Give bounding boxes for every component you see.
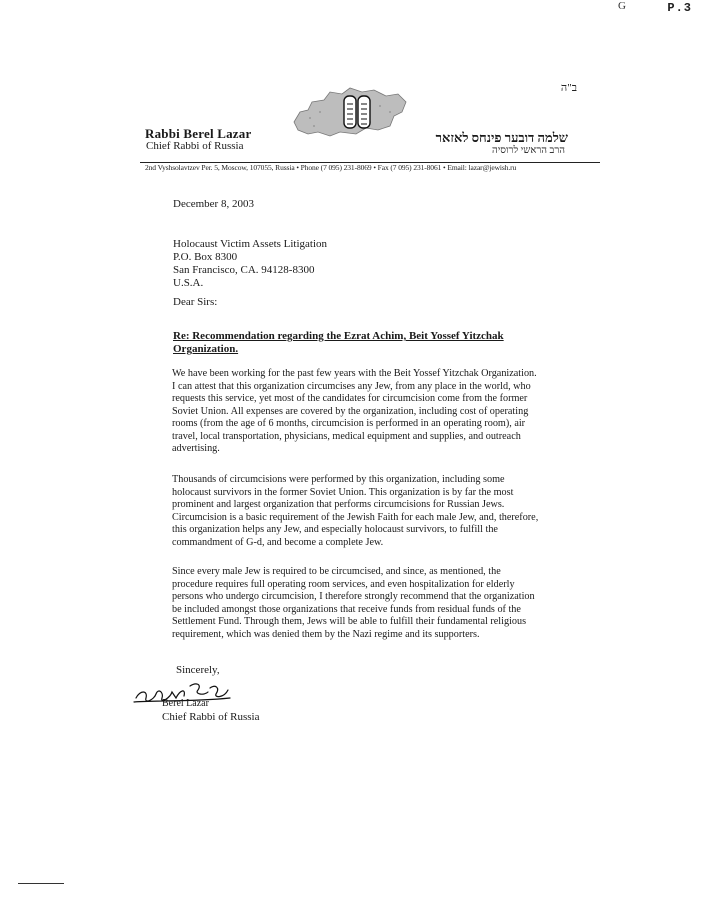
salutation: Dear Sirs: [173, 296, 218, 308]
body-paragraph-2: Thousands of circumcisions were performed by this organization, including some holocaust survivors in the former Soviet Union. This organization is by far the most prominent and largest organization that performs circumcisions for Russian Jews. Circumcision is a basic requirement of the Jewish Faith for each male Jew, and, therefore, this organization helps any Jew, and especially holocaust survivors, to fulfill the commandment of G-d, and become a complete Jew. [172, 474, 539, 548]
letter-date: December 8, 2003 [173, 198, 254, 210]
closing: Sincerely, [176, 664, 220, 676]
recipient-line: Holocaust Victim Assets Litigation [173, 238, 328, 250]
recipient-line: P.O. Box 8300 [173, 251, 238, 263]
recipient-line: San Francisco, CA. 94128-8300 [173, 264, 315, 276]
russia-map-tablets-icon [290, 82, 410, 144]
fax-bottom-mark [18, 883, 64, 884]
fax-corner-mark: G [618, 0, 626, 12]
body-paragraph-3: Since every male Jew is required to be circumcised, and since, as mentioned, the procedure requires full operating room services, and even hospitalization for elderly persons who undergo circumcision, I therefore strongly recommend that the organization be included amongst those organizations that receive funds from residual funds of the Settlement Fund. Through them, Jews will be able to fulfill their fundamental religious requirement, which was denied them by the Nazi regime and its supporters. [172, 566, 535, 640]
subject-line: Re: Recommendation regarding the Ezrat Achim, Beit Yossef Yitzchak Organization. [173, 330, 504, 355]
signer-title: Chief Rabbi of Russia [162, 711, 260, 723]
letterhead-address: 2nd Vyshsolavtzev Per. 5, Moscow, 107055, Russia • Phone (7 095) 231-8069 • Fax (7 095) 231-8061 • Email: lazar@jewish.ru [145, 163, 517, 172]
letterhead-emblem [290, 82, 410, 144]
fax-page-label: P.3 [667, 1, 692, 15]
bh-mark: ב"ה [560, 82, 577, 94]
letterhead-hebrew-name: שלמה דובער פינחס לאזאר [435, 130, 568, 145]
signer-name: Berel Lazar [162, 698, 209, 709]
letterhead-title: Chief Rabbi of Russia [146, 140, 244, 152]
recipient-address [173, 238, 327, 290]
recipient-line: U.S.A. [173, 277, 204, 289]
letterhead-hebrew-title: הרב הראשי לרוסיה [491, 145, 565, 156]
letterhead-name: Rabbi Berel Lazar [145, 126, 252, 141]
body-paragraph-1: We have been working for the past few years with the Beit Yossef Yitzchak Organization. I can attest that this organization circumcises any Jew, from any place in the world, who requests this service, yet most of the candidates for circumcision come from the former Soviet Union. All expenses are covered by the organization, including cost of operating rooms (from the age of 6 months, circumcision is performed in an operating room), air travel, local transportation, physicians, medical equipment and supplies, and outreach advertising. [172, 368, 537, 454]
